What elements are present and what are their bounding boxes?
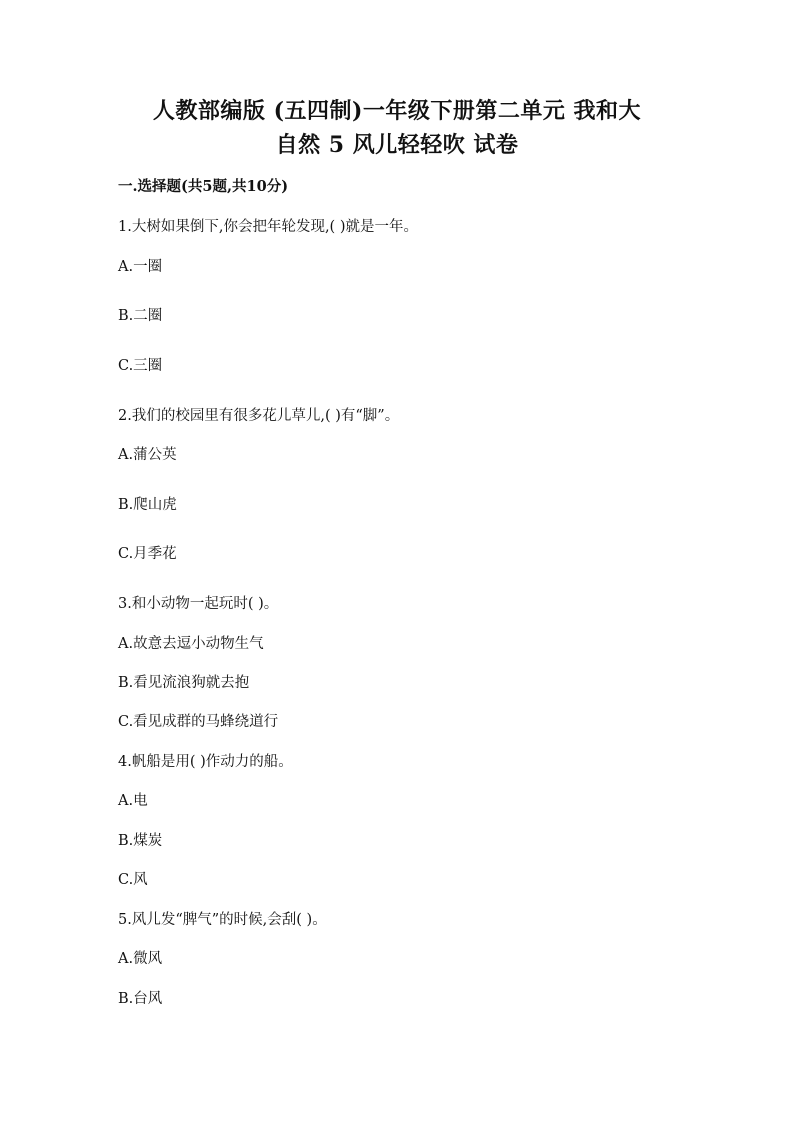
question-2-option-c: C.月季花 [118,546,177,562]
question-2-stem: 2.我们的校园里有很多花儿草儿,( )有“脚”。 [118,408,400,424]
question-1-option-b: B.二圈 [118,308,163,324]
question-1-option-a: A.一圈 [118,259,163,275]
question-4-option-b: B.煤炭 [118,833,163,849]
question-5-stem: 5.风儿发“脾气”的时候,会刮( )。 [118,912,327,928]
question-4-option-c: C.风 [118,872,148,888]
question-3-option-b: B.看见流浪狗就去抱 [118,675,250,691]
question-1-option-c: C.三圈 [118,358,163,374]
document-title-line-2: 自然 5 风儿轻轻吹 试卷 [275,132,519,158]
question-5-option-a: A.微风 [118,951,163,967]
question-3-option-a: A.故意去逗小动物生气 [118,636,264,652]
question-1-stem: 1.大树如果倒下,你会把年轮发现,( )就是一年。 [118,219,418,235]
question-3-stem: 3.和小动物一起玩时( )。 [118,596,279,612]
question-2-option-a: A.蒲公英 [118,447,177,463]
question-4-option-a: A.电 [118,793,148,809]
question-4-stem: 4.帆船是用( )作动力的船。 [118,754,293,770]
document-title-line-1: 人教部编版 (五四制)一年级下册第二单元 我和大 [152,98,642,124]
question-5-option-b: B.台风 [118,991,163,1007]
question-3-option-c: C.看见成群的马蜂绕道行 [118,714,279,730]
section-heading: 一.选择题(共5题,共10分) [118,178,289,195]
question-2-option-b: B.爬山虎 [118,497,177,513]
